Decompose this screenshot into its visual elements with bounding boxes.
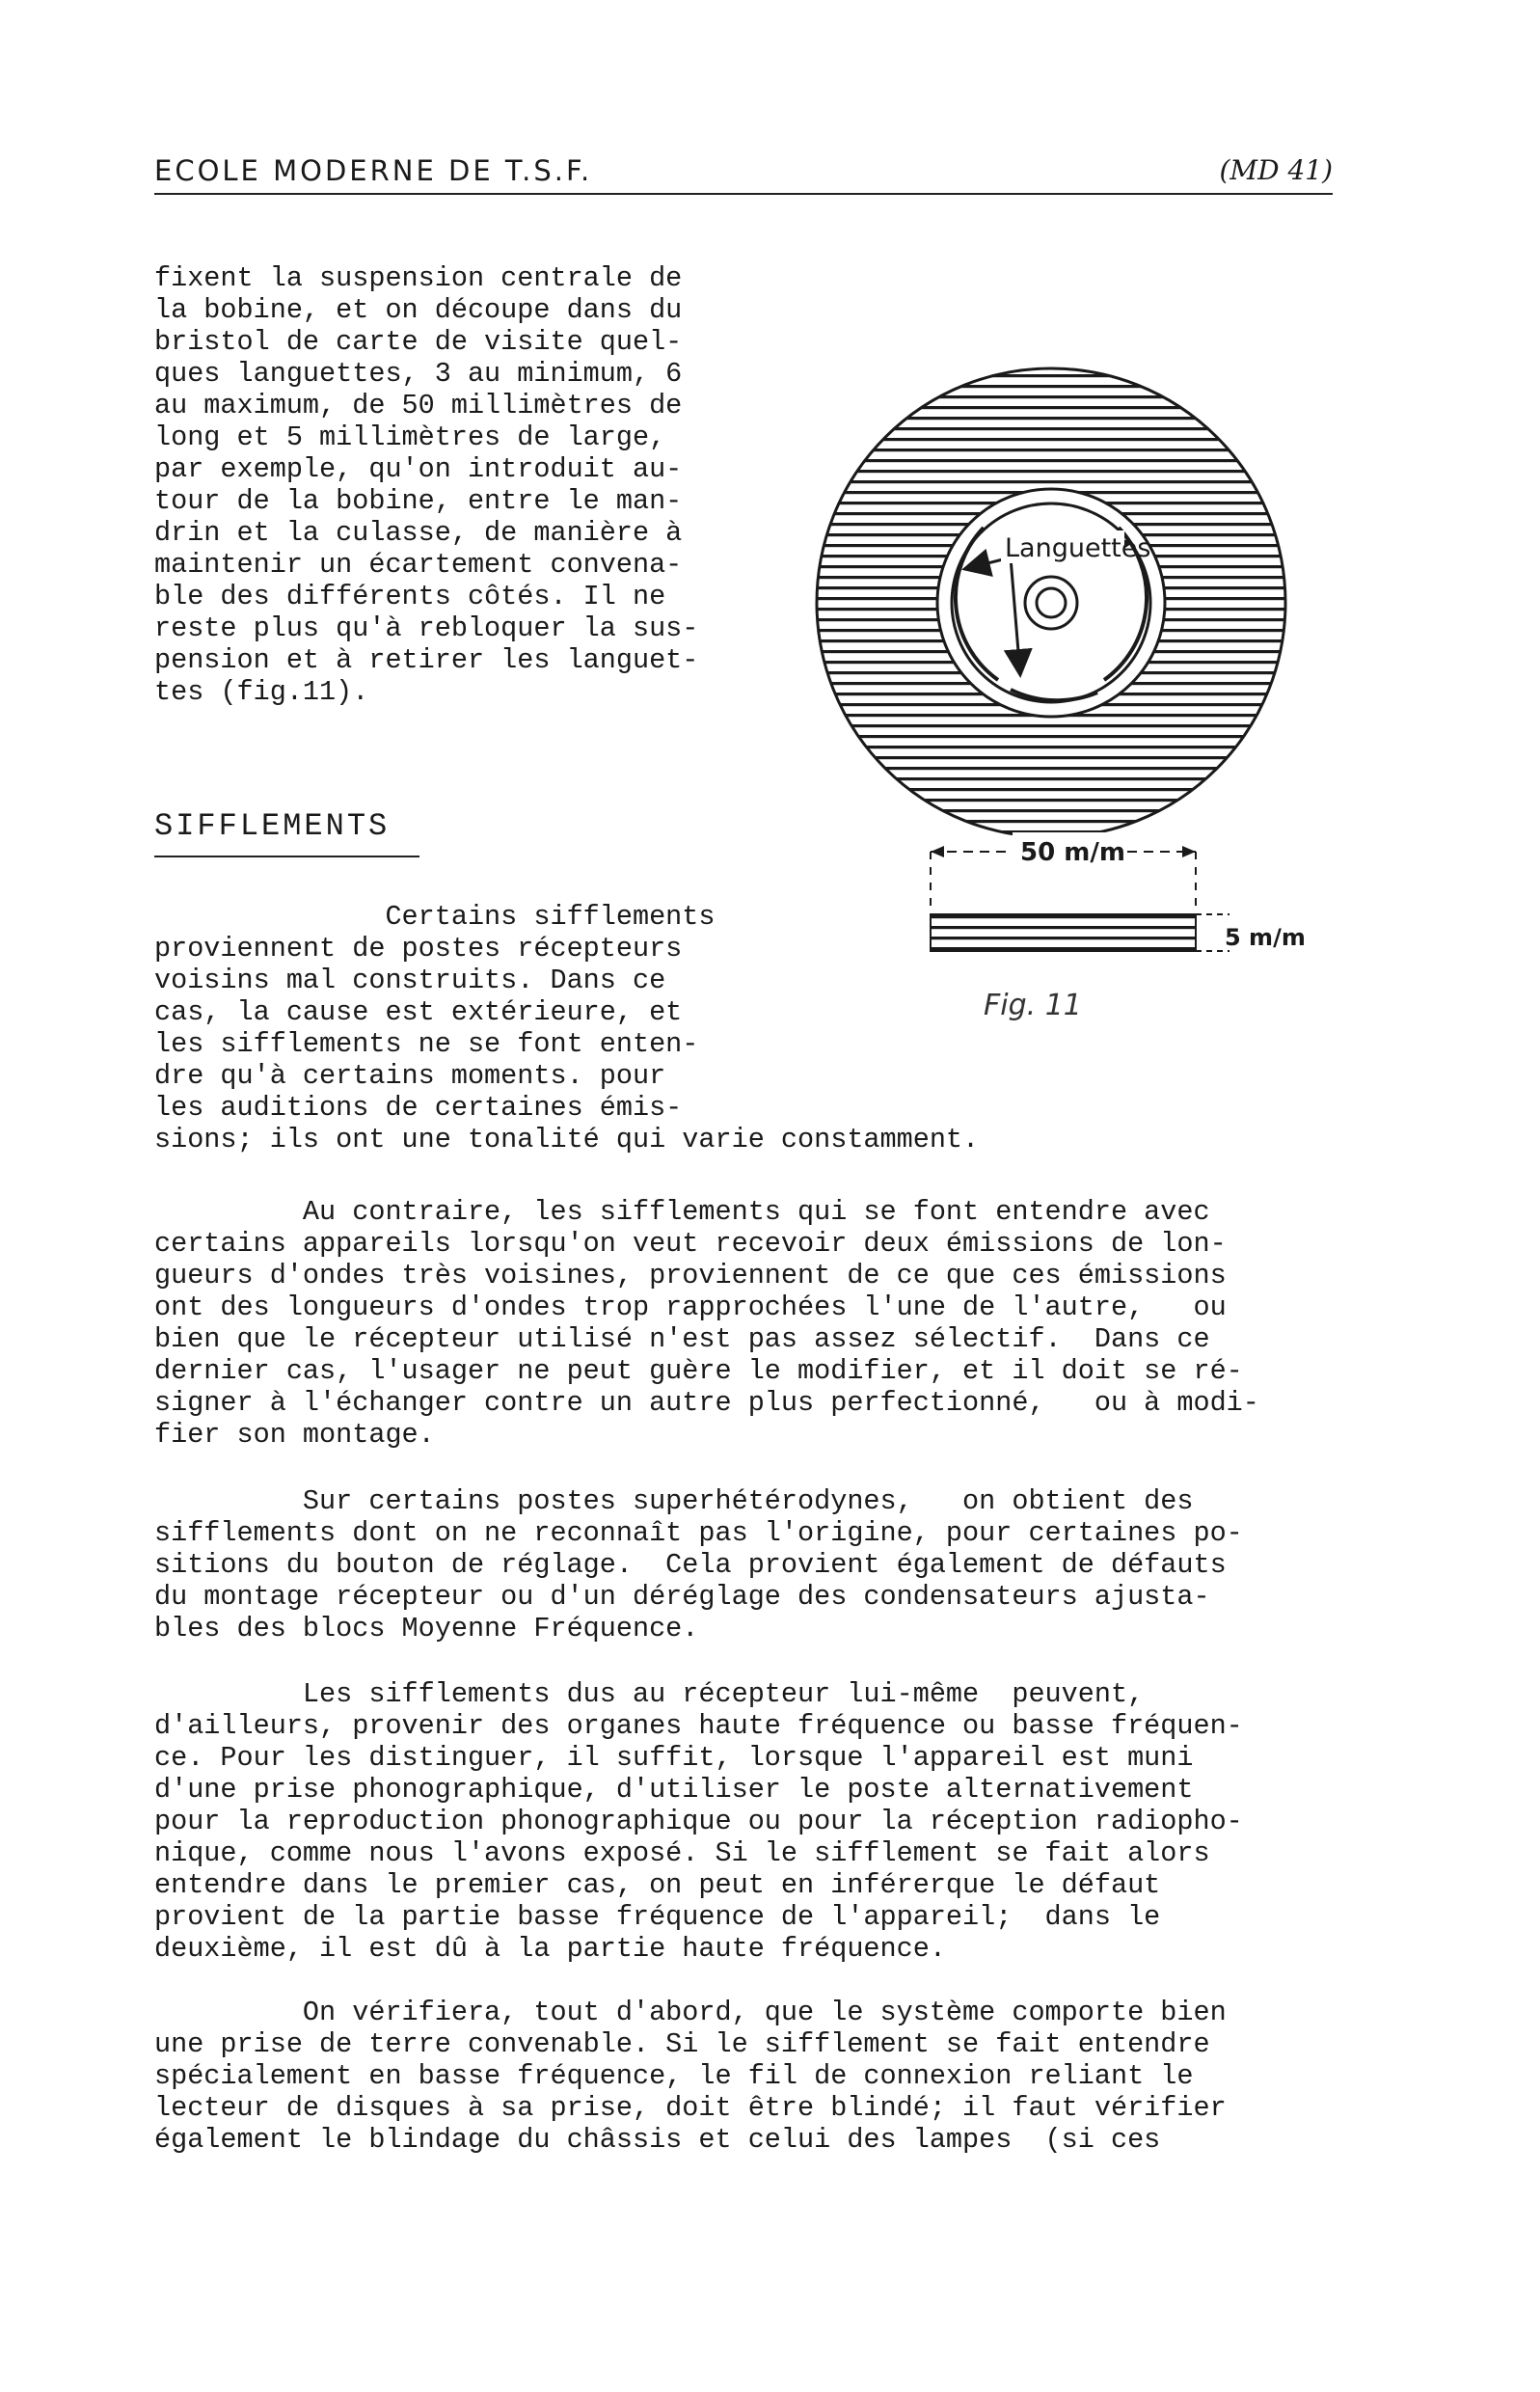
- text-line: par exemple, qu'on introduit au-: [154, 453, 683, 485]
- paragraph-verification: [154, 1997, 1350, 2156]
- text-line: du montage récepteur ou d'un déréglage des condensateurs ajusta-: [154, 1581, 1210, 1613]
- text-line: long et 5 millimètres de large,: [154, 421, 666, 453]
- page-reference: (MD 41): [1219, 154, 1333, 186]
- text-line: ques languettes, 3 au minimum, 6: [154, 358, 683, 390]
- text-line: deuxième, il est dû à la partie haute fréquence.: [154, 1933, 946, 1965]
- paragraph-superheterodynes: [154, 1485, 1350, 1644]
- text-line: lecteur de disques à sa prise, doit être blindé; il faut vérifier: [154, 2092, 1227, 2124]
- text-line: au maximum, de 50 millimètres de: [154, 390, 683, 421]
- text-line: provient de la partie basse fréquence de l'appareil; dans le: [154, 1901, 1161, 1933]
- text-line: bristol de carte de visite quel-: [154, 326, 683, 358]
- text-line: proviennent de postes récepteurs: [154, 933, 683, 965]
- text-line: voisins mal construits. Dans ce: [154, 965, 666, 996]
- text-line: fixent la suspension centrale de: [154, 262, 683, 294]
- text-line: bien que le récepteur utilisé n'est pas assez sélectif. Dans ce: [154, 1323, 1210, 1355]
- text-line: ont des longueurs d'ondes trop rapprochées l'une de l'autre, ou: [154, 1291, 1227, 1323]
- text-line: sions; ils ont une tonalité qui varie constamment.: [154, 1124, 980, 1155]
- school-name: ECOLE MODERNE DE T.S.F.: [154, 154, 593, 187]
- text-line: la bobine, et on découpe dans du: [154, 294, 683, 326]
- text-line: bles des blocs Moyenne Fréquence.: [154, 1613, 699, 1644]
- text-line: Les sifflements dus au récepteur lui-même peuvent,: [154, 1678, 1145, 1710]
- text-line: dre qu'à certains moments. pour: [154, 1060, 666, 1092]
- text-line: entendre dans le premier cas, on peut en inférerque le défaut: [154, 1869, 1161, 1901]
- width-dimension: 50 m/m: [1020, 838, 1125, 867]
- text-line: spécialement en basse fréquence, le fil de connexion reliant le: [154, 2060, 1194, 2092]
- figure-caption: Fig. 11: [984, 989, 1082, 1022]
- text-line: également le blindage du châssis et celui des lampes (si ces: [154, 2124, 1161, 2156]
- thickness-dimension: 5 m/m: [1225, 924, 1306, 951]
- text-line: les auditions de certaines émis-: [154, 1092, 683, 1124]
- text-line: certains appareils lorsqu'on veut recevoir deux émissions de lon-: [154, 1228, 1227, 1260]
- paragraph-contraire: [154, 1196, 1350, 1451]
- text-line: nique, comme nous l'avons exposé. Si le sifflement se fait alors: [154, 1837, 1210, 1869]
- text-line: Certains sifflements: [154, 901, 716, 933]
- text-line: cas, la cause est extérieure, et: [154, 996, 683, 1028]
- page-header: [154, 145, 1333, 195]
- text-line: sitions du bouton de réglage. Cela provient également de défauts: [154, 1549, 1227, 1581]
- text-line: les sifflements ne se font enten-: [154, 1028, 699, 1060]
- text-line: une prise de terre convenable. Si le sifflement se fait entendre: [154, 2028, 1210, 2060]
- text-line: reste plus qu'à rebloquer la sus-: [154, 612, 699, 644]
- text-line: dernier cas, l'usager ne peut guère le modifier, et il doit se ré-: [154, 1355, 1243, 1387]
- section-heading: SIFFLEMENTS: [154, 808, 419, 857]
- languettes-label: Languettes: [1005, 533, 1151, 563]
- text-line: tes (fig.11).: [154, 676, 369, 708]
- text-line: signer à l'échanger contre un autre plus perfectionné, ou à modi-: [154, 1387, 1259, 1419]
- paragraph-recepteur: [154, 1678, 1350, 1965]
- text-line: pour la reproduction phonographique ou pour la réception radiopho-: [154, 1806, 1243, 1837]
- text-line: ble des différents côtés. Il ne: [154, 581, 666, 612]
- text-line: pension et à retirer les languet-: [154, 644, 699, 676]
- text-line: Sur certains postes superhétérodynes, on obtient des: [154, 1485, 1194, 1517]
- text-line: d'une prise phonographique, d'utiliser le poste alternativement: [154, 1774, 1194, 1806]
- text-line: On vérifiera, tout d'abord, que le système comporte bien: [154, 1997, 1227, 2028]
- text-line: gueurs d'ondes très voisines, proviennent de ce que ces émissions: [154, 1260, 1227, 1291]
- text-line: fier son montage.: [154, 1419, 435, 1451]
- coil-disc-top-view: [817, 368, 1285, 837]
- text-line: Au contraire, les sifflements qui se font entendre avec: [154, 1196, 1210, 1228]
- paragraph-suspension: [154, 262, 733, 708]
- text-line: sifflements dont on ne reconnaît pas l'origine, pour certaines po-: [154, 1517, 1243, 1549]
- text-line: ce. Pour les distinguer, il suffit, lorsque l'appareil est muni: [154, 1742, 1194, 1774]
- text-line: tour de la bobine, entre le man-: [154, 485, 683, 517]
- paragraph-sifflements-intro: [154, 901, 1070, 1155]
- text-line: d'ailleurs, provenir des organes haute fréquence ou basse fréquen-: [154, 1710, 1243, 1742]
- text-line: maintenir un écartement convena-: [154, 549, 683, 581]
- text-line: drin et la culasse, de manière à: [154, 517, 683, 549]
